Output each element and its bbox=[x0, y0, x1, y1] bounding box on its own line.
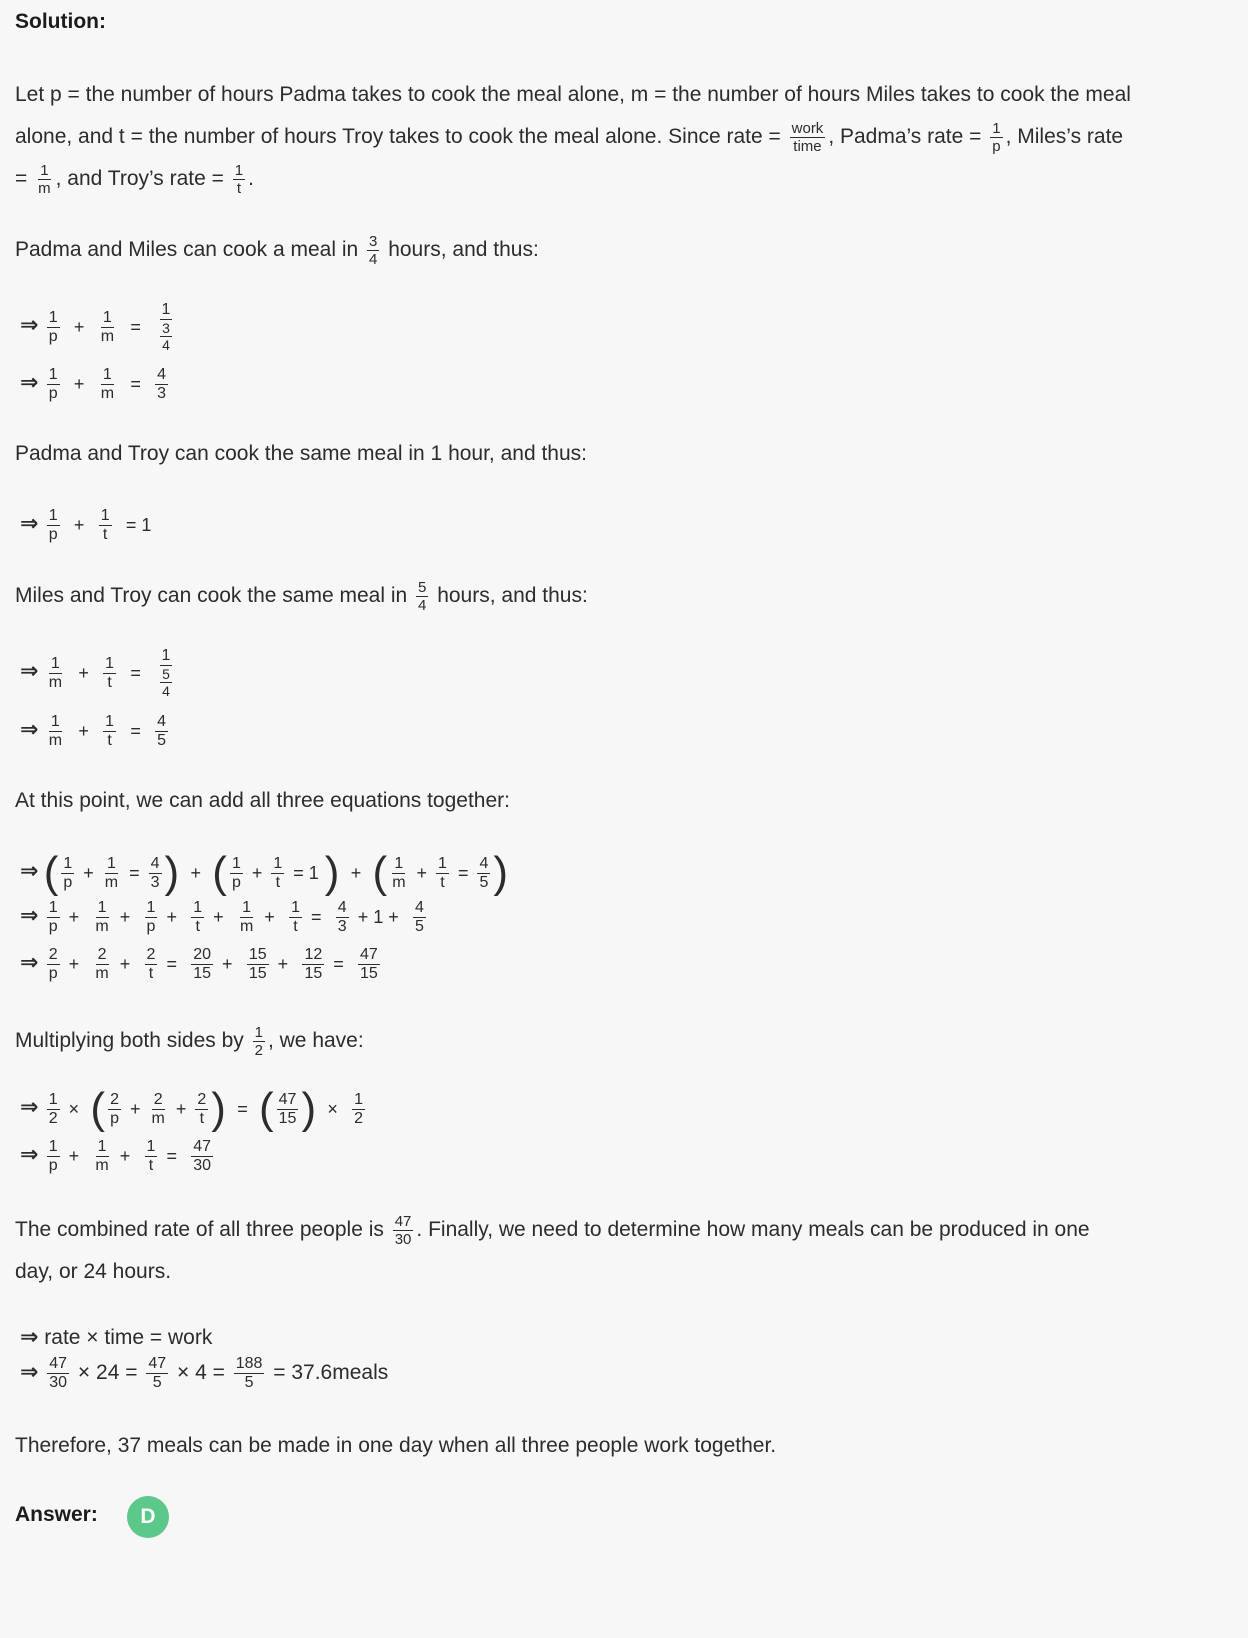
implies-arrow: ⇒ bbox=[20, 858, 39, 884]
frac-den: 3 bbox=[157, 385, 167, 402]
frac-den: 3 bbox=[150, 873, 160, 891]
frac-den: t bbox=[195, 918, 200, 935]
right-paren: ) bbox=[301, 1084, 317, 1133]
frac-num: 1 bbox=[100, 507, 110, 524]
frac-num: 1 bbox=[291, 899, 300, 916]
frac-den: 15 bbox=[360, 965, 378, 982]
frac-num: 47 bbox=[148, 1355, 167, 1372]
frac-den: p bbox=[146, 918, 156, 935]
frac-den: 4 bbox=[162, 337, 170, 353]
plus-one-plus: + 1 + bbox=[357, 907, 399, 927]
frac-num: 2 bbox=[97, 946, 107, 963]
frac-2-t bbox=[145, 947, 158, 982]
plus-sign: + bbox=[73, 374, 85, 394]
frac-num: 15 bbox=[248, 946, 267, 963]
frac-num: 4 bbox=[415, 899, 424, 916]
frac-2-p bbox=[108, 1092, 121, 1127]
frac-den: 5 bbox=[152, 1374, 162, 1391]
p7-text-a: The combined rate of all three people is bbox=[15, 1218, 390, 1242]
complex-fraction bbox=[155, 648, 177, 698]
equation-pm-2 bbox=[20, 367, 171, 402]
equation-multiply-2 bbox=[20, 1139, 216, 1174]
frac-den: 4 bbox=[418, 597, 427, 614]
equation-sum-1 bbox=[20, 848, 509, 897]
frac-den: p bbox=[231, 873, 241, 891]
frac-1-p bbox=[61, 856, 74, 891]
equation-multiply-1 bbox=[20, 1084, 368, 1133]
half-fraction bbox=[253, 1025, 265, 1058]
frac-den: t bbox=[102, 526, 108, 543]
frac-num: 1 bbox=[254, 1024, 263, 1041]
frac-num: 47 bbox=[394, 1213, 412, 1230]
frac-den: m bbox=[48, 732, 63, 749]
equals-sign: = bbox=[130, 316, 141, 337]
frac-47-30 bbox=[47, 1356, 69, 1391]
frac-num: 1 bbox=[992, 120, 1001, 137]
frac-num: 4 bbox=[157, 713, 167, 730]
plus-sign: + bbox=[73, 316, 85, 337]
frac-num: 20 bbox=[193, 946, 212, 963]
right-paren: ) bbox=[164, 848, 180, 897]
frac-1-p bbox=[145, 900, 158, 935]
frac-num: 1 bbox=[231, 854, 241, 872]
plus-sign: + bbox=[277, 954, 289, 974]
plus-sign: + bbox=[222, 954, 233, 974]
miles-rate-fraction bbox=[36, 163, 53, 196]
frac-1-m bbox=[99, 367, 116, 402]
frac-1-t bbox=[103, 656, 116, 691]
equals-sign: = bbox=[310, 907, 322, 927]
frac-2-m bbox=[150, 1092, 167, 1127]
implies-arrow: ⇒ bbox=[20, 369, 39, 395]
result-text: = 37.6meals bbox=[273, 1361, 389, 1385]
implies-arrow: ⇒ bbox=[20, 1094, 39, 1120]
left-paren: ( bbox=[212, 848, 227, 897]
frac-num: 1 bbox=[105, 654, 115, 672]
frac-den: 30 bbox=[193, 1157, 212, 1174]
answer-badge: D bbox=[127, 1496, 169, 1538]
intro-text-c: , Miles’s rate bbox=[1005, 125, 1124, 149]
plus-sign: + bbox=[68, 907, 80, 927]
frac-num: 1 bbox=[50, 713, 60, 730]
frac-4-5 bbox=[155, 714, 168, 749]
frac-num: 1 bbox=[161, 301, 171, 318]
frac-num: 1 bbox=[234, 162, 244, 179]
implies-arrow: ⇒ bbox=[20, 1359, 39, 1385]
frac-num: 47 bbox=[49, 1355, 68, 1372]
frac-1-m bbox=[99, 310, 116, 345]
intro-text-b: , Padma’s rate = bbox=[828, 125, 988, 149]
times-24-text: × 24 = bbox=[77, 1361, 138, 1385]
frac-den bbox=[155, 666, 177, 698]
frac-den: t bbox=[199, 1109, 205, 1127]
intro-line-1: Let p = the number of hours Padma takes to cook the meal alone, m = the number of hours Miles takes to cook the meal bbox=[15, 83, 1131, 106]
intro-text-e: , and Troy’s rate = bbox=[55, 167, 230, 191]
frac-den: 30 bbox=[49, 1374, 68, 1391]
frac-den: t bbox=[293, 918, 298, 935]
frac-den: m bbox=[95, 918, 109, 935]
implies-arrow: ⇒ bbox=[20, 312, 39, 338]
frac-den: t bbox=[236, 180, 241, 197]
equals-sign: = bbox=[237, 1098, 248, 1119]
plus-sign: + bbox=[119, 907, 131, 927]
implies-arrow: ⇒ bbox=[20, 1141, 39, 1167]
implies-arrow: ⇒ bbox=[20, 902, 39, 928]
frac-num: 1 bbox=[97, 1138, 107, 1155]
frac-1-m bbox=[390, 856, 407, 891]
frac-den: m bbox=[104, 873, 119, 891]
frac-1-p bbox=[47, 367, 60, 402]
inner-fraction bbox=[160, 667, 172, 698]
frac-4-3 bbox=[155, 367, 168, 402]
combined-rate-line-2: day, or 24 hours. bbox=[15, 1260, 172, 1283]
equation-sum-2 bbox=[20, 900, 429, 935]
frac-den: p bbox=[48, 1157, 58, 1174]
plus-sign: + bbox=[119, 1146, 131, 1166]
frac-den: 2 bbox=[254, 1042, 263, 1059]
intro-text-a: alone, and t = the number of hours Troy takes to cook the meal alone. Since rate = bbox=[15, 125, 787, 149]
frac-den: m bbox=[95, 965, 109, 982]
p4-text-a: Miles and Troy can cook the same meal in bbox=[15, 584, 414, 608]
frac-1-2 bbox=[47, 1092, 60, 1127]
frac-den: m bbox=[38, 180, 51, 197]
frac-num: 1 bbox=[102, 308, 112, 326]
frac-1-t bbox=[436, 856, 449, 891]
frac-den: p bbox=[110, 1109, 119, 1127]
frac-1-t bbox=[145, 1139, 158, 1174]
intro-text-f: . bbox=[248, 167, 254, 191]
p2-text-a: Padma and Miles can cook a meal in bbox=[15, 238, 365, 262]
plus-sign: + bbox=[78, 662, 89, 683]
frac-4-5 bbox=[413, 900, 426, 935]
frac-47-15 bbox=[277, 1092, 299, 1127]
three-quarters-fraction bbox=[367, 234, 379, 267]
frac-den: m bbox=[151, 1109, 165, 1127]
frac-1-p bbox=[47, 1139, 60, 1174]
combined-rate-fraction bbox=[393, 1214, 414, 1247]
frac-2-p bbox=[47, 947, 60, 982]
plus-sign: + bbox=[264, 907, 275, 927]
equals-sign: = bbox=[166, 1146, 177, 1166]
frac-den: m bbox=[392, 873, 406, 891]
frac-num: 2 bbox=[110, 1090, 119, 1108]
plus-sign: + bbox=[73, 515, 85, 535]
plus-sign: + bbox=[78, 721, 89, 741]
frac-num: 1 bbox=[48, 899, 58, 916]
frac-den: p bbox=[48, 526, 58, 543]
p4-text-b: hours, and thus: bbox=[431, 584, 588, 608]
equals-one: = 1 bbox=[293, 862, 319, 883]
plus-sign: + bbox=[129, 1098, 141, 1119]
inner-fraction bbox=[160, 321, 172, 352]
left-paren: ( bbox=[258, 1084, 274, 1133]
work-formula bbox=[20, 1322, 212, 1353]
rate-num: work bbox=[791, 120, 824, 137]
frac-num: 1 bbox=[102, 366, 112, 383]
frac-1-m bbox=[47, 714, 64, 749]
frac-1-m bbox=[47, 656, 64, 691]
frac-num: 1 bbox=[105, 713, 115, 730]
frac-den: 2 bbox=[354, 1109, 364, 1127]
times-4-text: × 4 = bbox=[176, 1361, 225, 1385]
frac-den: t bbox=[148, 965, 154, 982]
miles-troy-text bbox=[15, 580, 588, 613]
frac-num: 1 bbox=[193, 899, 203, 916]
frac-den: 5 bbox=[415, 918, 424, 935]
frac-num: 1 bbox=[161, 647, 171, 664]
frac-num: 1 bbox=[48, 1138, 58, 1155]
frac-num: 1 bbox=[48, 366, 58, 383]
frac-num: 1 bbox=[273, 854, 283, 872]
frac-den: t bbox=[107, 673, 112, 691]
frac-2-t bbox=[195, 1092, 208, 1127]
frac-num: 2 bbox=[146, 946, 156, 963]
answer-label: Answer: bbox=[15, 1503, 98, 1526]
combined-rate-line-1 bbox=[15, 1214, 1090, 1247]
frac-den: 2 bbox=[48, 1109, 58, 1127]
padma-troy-text: Padma and Troy can cook the same meal in 1 hour, and thus: bbox=[15, 442, 588, 465]
frac-num: 4 bbox=[150, 854, 160, 872]
plus-sign: + bbox=[83, 862, 94, 883]
equals-sign: = bbox=[130, 374, 141, 394]
frac-1-p bbox=[230, 856, 243, 891]
frac-47-5 bbox=[146, 1356, 168, 1391]
multiply-text bbox=[15, 1025, 364, 1058]
conclusion-text: Therefore, 37 meals can be made in one day when all three people work together. bbox=[15, 1434, 777, 1457]
times-sign: × bbox=[327, 1098, 338, 1119]
frac-den: p bbox=[63, 873, 73, 891]
padma-rate-fraction bbox=[990, 121, 1002, 154]
frac-num: 47 bbox=[278, 1090, 297, 1108]
equation-pt bbox=[20, 508, 157, 543]
frac-num: 1 bbox=[242, 899, 252, 916]
frac-den: 15 bbox=[278, 1109, 297, 1127]
frac-num: 188 bbox=[235, 1355, 263, 1372]
frac-num: 1 bbox=[107, 854, 116, 872]
equation-mt-2 bbox=[20, 714, 171, 749]
frac-den: 5 bbox=[479, 873, 489, 891]
right-paren: ) bbox=[324, 848, 340, 897]
frac-1-m bbox=[103, 856, 120, 891]
p2-text-b: hours, and thus: bbox=[382, 238, 539, 262]
left-paren: ( bbox=[90, 1084, 106, 1133]
equation-pm-1 bbox=[20, 302, 180, 352]
frac-4-5 bbox=[477, 856, 490, 891]
frac-num: 1 bbox=[146, 899, 156, 916]
frac-4-3 bbox=[336, 900, 349, 935]
implies-arrow: ⇒ bbox=[20, 949, 39, 975]
frac-den: t bbox=[440, 873, 445, 891]
p7-text-b: . Finally, we need to determine how many meals can be produced in one bbox=[416, 1218, 1090, 1242]
intro-line-2 bbox=[15, 121, 1123, 154]
frac-num: 1 bbox=[48, 1090, 58, 1108]
frac-1-p bbox=[47, 900, 60, 935]
frac-num: 47 bbox=[193, 1138, 212, 1155]
troy-rate-fraction bbox=[233, 163, 245, 196]
frac-den: 4 bbox=[162, 683, 170, 699]
plus-sign: + bbox=[175, 1098, 187, 1119]
frac-1-p bbox=[47, 508, 60, 543]
frac-num: 1 bbox=[97, 899, 107, 916]
frac-den: m bbox=[95, 1157, 109, 1174]
frac-num: 5 bbox=[162, 666, 170, 682]
frac-1-m bbox=[238, 900, 255, 935]
plus-sign: + bbox=[251, 862, 263, 883]
frac-den: 4 bbox=[369, 251, 378, 268]
frac-den: 15 bbox=[248, 965, 267, 982]
frac-1-m bbox=[93, 1139, 110, 1174]
frac-num: 2 bbox=[153, 1090, 163, 1108]
frac-den: 15 bbox=[193, 965, 212, 982]
frac-47-30 bbox=[191, 1139, 213, 1174]
frac-4-3 bbox=[149, 856, 162, 891]
frac-num: 5 bbox=[418, 579, 427, 596]
frac-den: m bbox=[48, 673, 63, 691]
frac-num: 1 bbox=[146, 1138, 156, 1155]
frac-num: 2 bbox=[48, 946, 58, 963]
frac-den: t bbox=[107, 732, 112, 749]
equation-sum-3 bbox=[20, 947, 383, 982]
frac-num: 1 bbox=[63, 854, 73, 872]
frac-12-15 bbox=[302, 947, 324, 982]
frac-den: t bbox=[275, 873, 281, 891]
padma-miles-text bbox=[15, 234, 539, 267]
frac-den bbox=[155, 320, 177, 352]
equals-sign: = bbox=[129, 862, 140, 883]
frac-188-5 bbox=[234, 1356, 265, 1391]
equals-one: = 1 bbox=[125, 515, 152, 535]
frac-num: 2 bbox=[197, 1090, 207, 1108]
p6-text-b: , we have: bbox=[267, 1029, 364, 1053]
left-paren: ( bbox=[43, 848, 59, 897]
frac-1-p bbox=[47, 310, 60, 345]
frac-num: 1 bbox=[354, 1090, 364, 1108]
plus-sign: + bbox=[166, 907, 177, 927]
frac-num: 3 bbox=[162, 320, 170, 336]
frac-den: m bbox=[239, 918, 254, 935]
frac-num: 12 bbox=[304, 946, 323, 963]
intro-line-3 bbox=[15, 163, 254, 196]
rate-fraction bbox=[790, 121, 826, 154]
equals-sign: = bbox=[457, 862, 469, 883]
plus-sign: + bbox=[213, 907, 224, 927]
frac-47-15 bbox=[358, 947, 380, 982]
frac-den: m bbox=[100, 385, 115, 402]
frac-num: 1 bbox=[40, 162, 49, 179]
implies-arrow: ⇒ bbox=[20, 510, 39, 536]
final-calculation bbox=[20, 1356, 388, 1391]
frac-den: p bbox=[48, 385, 58, 402]
frac-den: 3 bbox=[337, 918, 347, 935]
frac-num: 1 bbox=[438, 854, 447, 872]
frac-num: 1 bbox=[394, 854, 404, 872]
frac-den: p bbox=[992, 138, 1001, 155]
rate-den: time bbox=[793, 138, 822, 155]
frac-1-t bbox=[103, 714, 116, 749]
frac-num: 1 bbox=[48, 308, 58, 326]
implies-arrow: ⇒ bbox=[20, 716, 39, 742]
frac-num: 4 bbox=[337, 899, 347, 916]
left-paren: ( bbox=[372, 848, 388, 897]
frac-num: 4 bbox=[479, 854, 489, 872]
five-quarters-fraction bbox=[416, 580, 428, 613]
frac-num: 4 bbox=[157, 366, 167, 383]
frac-den: p bbox=[48, 327, 58, 345]
plus-sign: + bbox=[68, 1146, 80, 1166]
frac-den: p bbox=[48, 918, 58, 935]
equals-sign: = bbox=[130, 662, 141, 683]
frac-den: 5 bbox=[157, 732, 167, 749]
equals-sign: = bbox=[333, 954, 344, 974]
frac-15-15 bbox=[247, 947, 269, 982]
complex-fraction bbox=[155, 302, 177, 352]
frac-2-m bbox=[93, 947, 110, 982]
implies-arrow: ⇒ bbox=[20, 658, 39, 684]
frac-1-t bbox=[271, 856, 284, 891]
frac-num: 1 bbox=[50, 654, 60, 672]
frac-den: 15 bbox=[304, 965, 323, 982]
plus-sign: + bbox=[350, 862, 362, 883]
right-paren: ) bbox=[211, 1084, 226, 1133]
frac-20-15 bbox=[191, 947, 213, 982]
frac-den: m bbox=[100, 327, 115, 345]
add-equations-text: At this point, we can add all three equations together: bbox=[15, 789, 510, 812]
plus-sign: + bbox=[119, 954, 131, 974]
frac-1-2 bbox=[352, 1092, 365, 1127]
frac-den: 5 bbox=[244, 1374, 254, 1391]
p6-text-a: Multiplying both sides by bbox=[15, 1029, 250, 1053]
plus-sign: + bbox=[190, 862, 201, 883]
right-paren: ) bbox=[493, 848, 509, 897]
equation-mt-1 bbox=[20, 648, 180, 698]
frac-1-t bbox=[191, 900, 204, 935]
times-sign: × bbox=[68, 1098, 80, 1119]
plus-sign: + bbox=[68, 954, 80, 974]
frac-den: 30 bbox=[394, 1231, 412, 1248]
work-formula-text: rate × time = work bbox=[44, 1326, 213, 1349]
frac-1-m bbox=[93, 900, 110, 935]
frac-num: 1 bbox=[48, 507, 58, 524]
solution-heading: Solution: bbox=[15, 10, 106, 33]
frac-den: p bbox=[48, 965, 58, 982]
equals-sign: = bbox=[130, 721, 141, 741]
frac-num: 3 bbox=[369, 233, 378, 250]
intro-text-d: = bbox=[15, 167, 34, 191]
frac-num: 47 bbox=[360, 946, 378, 963]
equals-sign: = bbox=[166, 954, 177, 974]
frac-1-t bbox=[289, 900, 302, 935]
frac-1-t bbox=[99, 508, 112, 543]
frac-den: t bbox=[148, 1157, 154, 1174]
plus-sign: + bbox=[416, 862, 428, 883]
implies-arrow: ⇒ bbox=[20, 1324, 39, 1349]
